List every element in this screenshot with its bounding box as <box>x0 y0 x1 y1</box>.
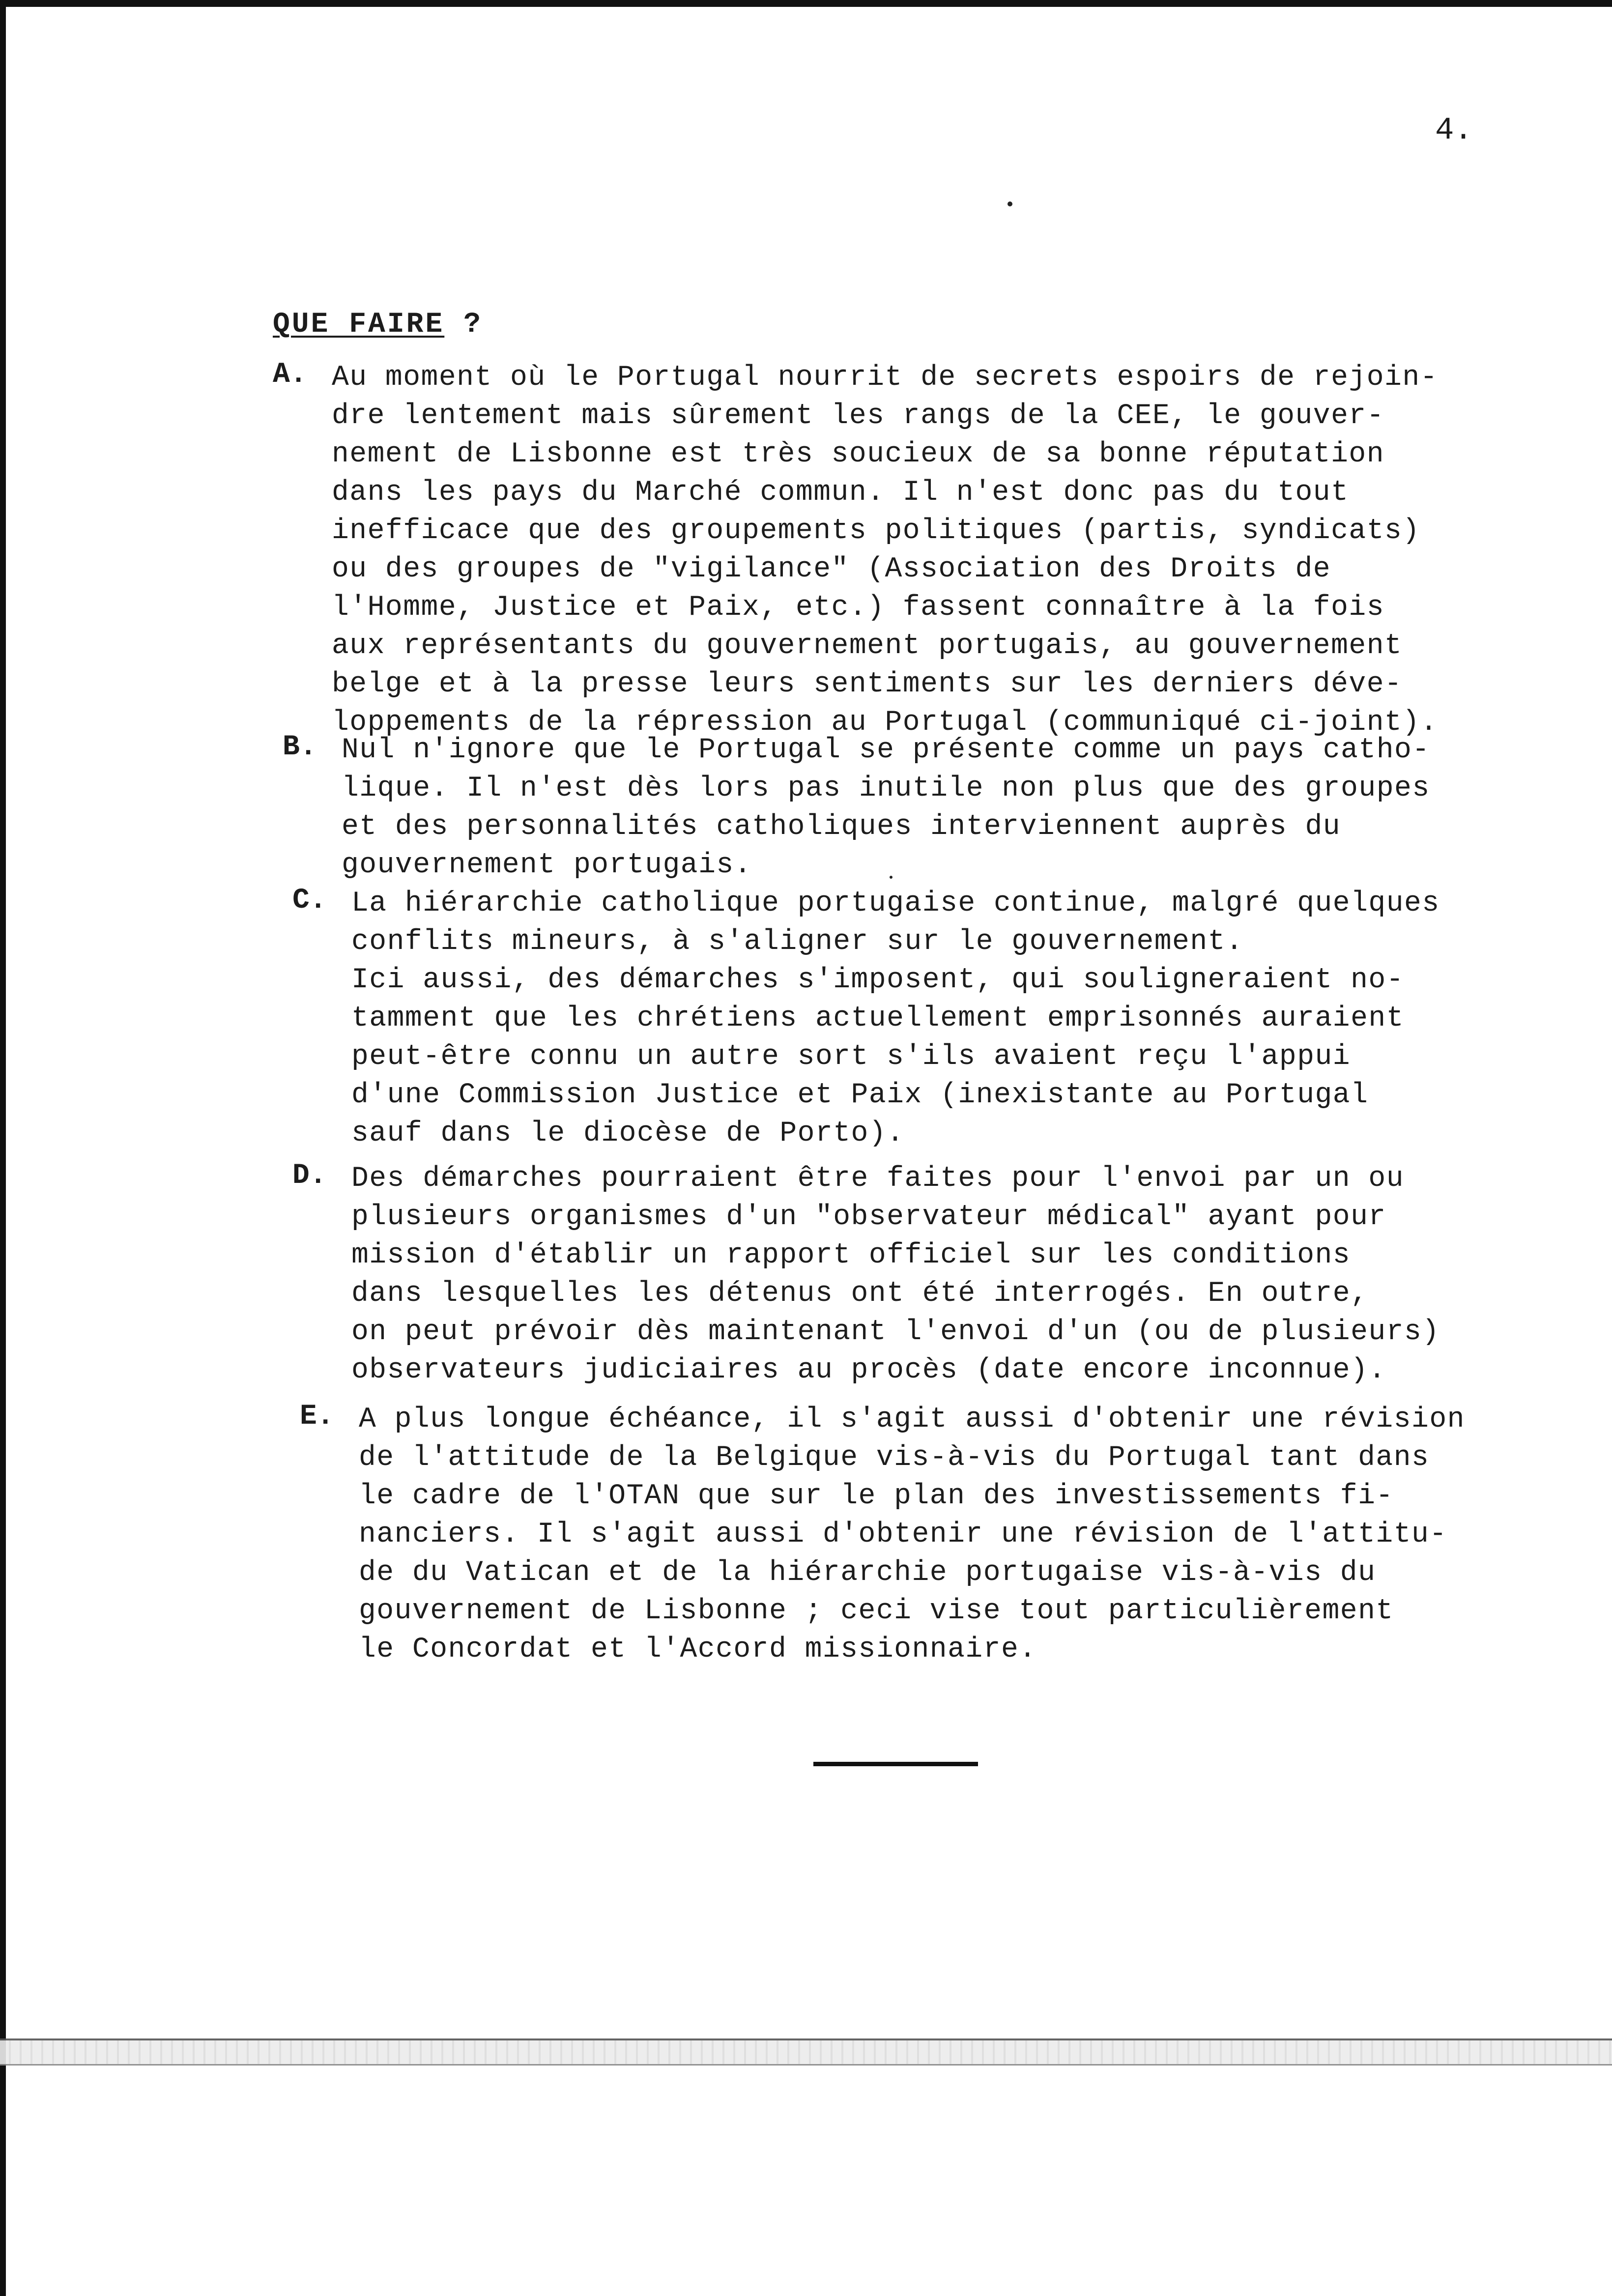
text-line: A plus longue échéance, il s'agit aussi d'obtenir une révision <box>359 1404 1465 1435</box>
item-body <box>342 731 1430 885</box>
text-line: dans les pays du Marché commun. Il n'est donc pas du tout <box>332 477 1349 509</box>
text-line: Nul n'ignore que le Portugal se présente comme un pays catho- <box>342 734 1430 766</box>
text-line: Au moment où le Portugal nourrit de secrets espoirs de rejoin- <box>332 362 1438 394</box>
text-line: nement de Lisbonne est très soucieux de sa bonne réputation <box>332 438 1385 470</box>
item-body <box>332 359 1438 742</box>
item-body <box>359 1401 1465 1669</box>
text-line: inefficace que des groupements politiques (partis, syndicats) <box>332 515 1420 547</box>
text-line: loppements de la répression au Portugal (communiqué ci-joint). <box>332 707 1438 739</box>
item-letter: B. <box>283 731 317 763</box>
text-line: de l'attitude de la Belgique vis-à-vis du Portugal tant dans <box>359 1442 1430 1474</box>
text-line: on peut prévoir dès maintenant l'envoi d'un (ou de plusieurs) <box>351 1316 1440 1348</box>
text-line: dre lentement mais sûrement les rangs de la CEE, le gouver- <box>332 400 1385 432</box>
text-line: peut-être connu un autre sort s'ils avaient reçu l'appui <box>351 1041 1351 1073</box>
page-left-edge <box>0 0 6 2296</box>
ink-speck <box>1008 201 1012 206</box>
text-line: nanciers. Il s'agit aussi d'obtenir une révision de l'attitu- <box>359 1519 1447 1550</box>
text-line: plusieurs organismes d'un "observateur médical" ayant pour <box>351 1201 1386 1233</box>
item-body <box>351 885 1440 1153</box>
item-letter: C. <box>292 885 327 917</box>
text-line: le Concordat et l'Accord missionnaire. <box>359 1634 1037 1665</box>
text-line: aux représentants du gouvernement portugais, au gouvernement <box>332 630 1403 662</box>
item-letter: A. <box>273 359 307 391</box>
text-line: le cadre de l'OTAN que sur le plan des investissements fi- <box>359 1480 1394 1512</box>
section-heading-mark: ? <box>444 309 483 341</box>
section-heading <box>273 309 483 341</box>
item-letter: E. <box>300 1401 334 1433</box>
text-line: mission d'établir un rapport officiel sur les conditions <box>351 1239 1351 1271</box>
text-line: conflits mineurs, à s'aligner sur le gouvernement. <box>351 926 1244 958</box>
page-top-edge <box>0 0 1612 7</box>
text-line: dans lesquelles les détenus ont été interrogés. En outre, <box>351 1278 1369 1310</box>
text-line: sauf dans le diocèse de Porto). <box>351 1118 905 1149</box>
text-line: et des personnalités catholiques interviennent auprès du <box>342 811 1341 843</box>
page-fold-band <box>0 2038 1612 2066</box>
text-line: belge et à la presse leurs sentiments sur les derniers déve- <box>332 668 1403 700</box>
closing-rule <box>813 1762 978 1766</box>
text-line: gouvernement portugais. <box>342 849 752 881</box>
section-heading-label: QUE FAIRE <box>273 309 445 341</box>
text-line: Des démarches pourraient être faites pour l'envoi par un ou <box>351 1163 1405 1195</box>
text-line: tamment que les chrétiens actuellement emprisonnés auraient <box>351 1003 1405 1034</box>
text-line: Ici aussi, des démarches s'imposent, qui souligneraient no- <box>351 964 1405 996</box>
item-letter: D. <box>292 1160 327 1192</box>
text-line: l'Homme, Justice et Paix, etc.) fassent connaître à la fois <box>332 592 1385 624</box>
text-line: gouvernement de Lisbonne ; ceci vise tout particulièrement <box>359 1595 1394 1627</box>
text-line: observateurs judiciaires au procès (date encore inconnue). <box>351 1354 1386 1386</box>
item-body <box>351 1160 1440 1390</box>
text-line: de du Vatican et de la hiérarchie portugaise vis-à-vis du <box>359 1557 1376 1589</box>
ink-speck <box>890 876 892 879</box>
text-line: d'une Commission Justice et Paix (inexistante au Portugal <box>351 1079 1369 1111</box>
text-line: La hiérarchie catholique portugaise continue, malgré quelques <box>351 888 1440 919</box>
text-line: ou des groupes de "vigilance" (Association des Droits de <box>332 553 1331 585</box>
text-line: lique. Il n'est dès lors pas inutile non plus que des groupes <box>342 773 1430 804</box>
page-number: 4. <box>1435 113 1473 148</box>
